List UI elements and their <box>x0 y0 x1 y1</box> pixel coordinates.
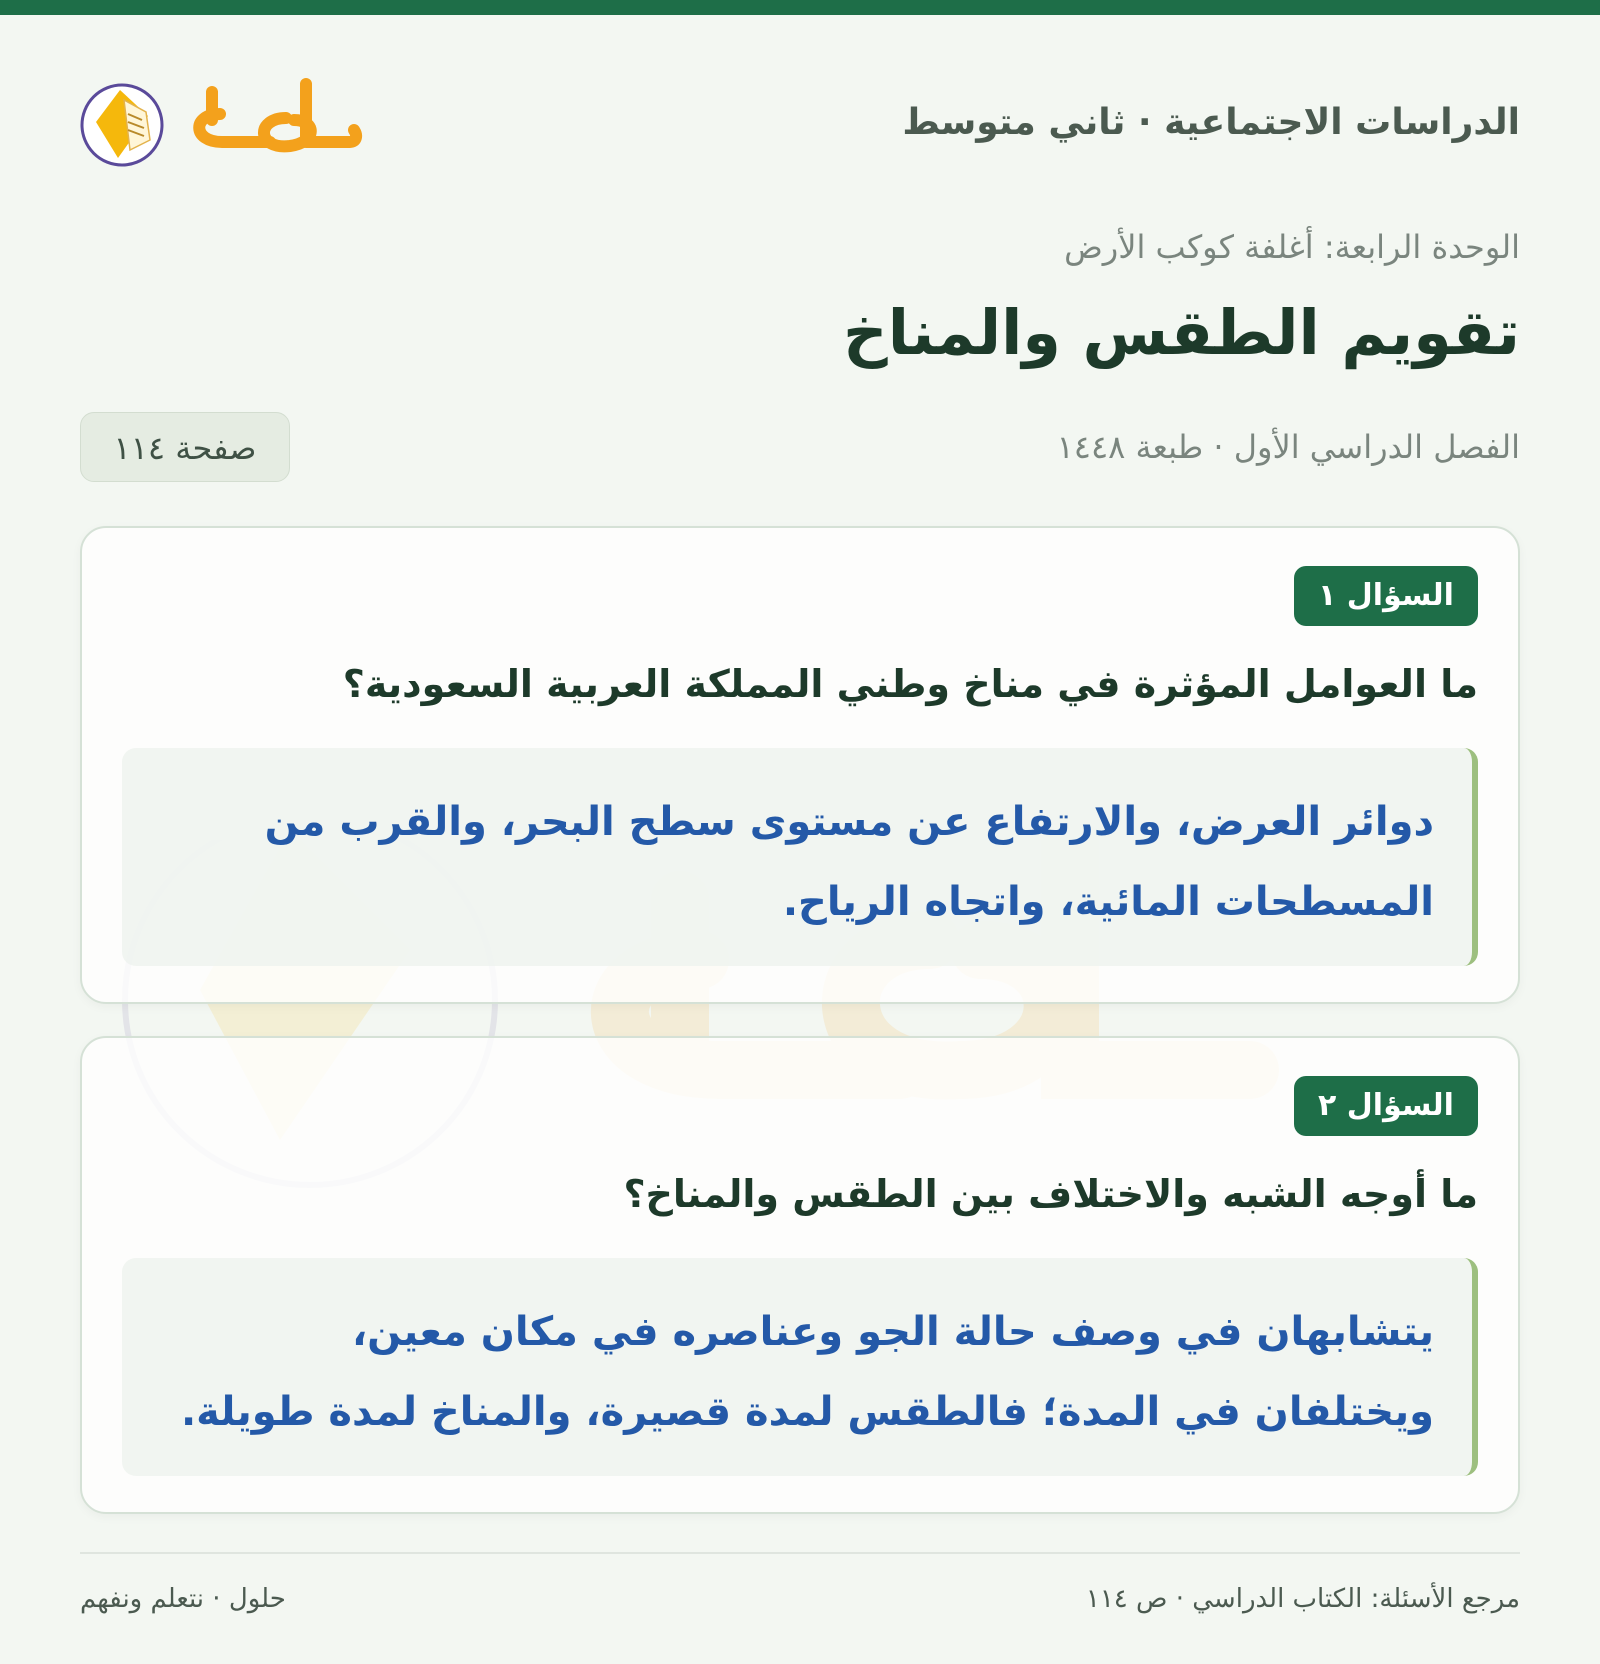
top-accent-bar <box>0 0 1600 15</box>
question-card <box>80 1036 1520 1514</box>
page-header <box>80 70 1520 190</box>
footer-brand: حلول · نتعلم ونفهم <box>80 1584 286 1614</box>
question-label-badge: السؤال ١ <box>1294 566 1478 626</box>
hulul-logo[interactable] <box>80 70 370 180</box>
unit-title: الوحدة الرابعة: أغلفة كوكب الأرض <box>1064 228 1520 266</box>
term-edition: الفصل الدراسي الأول · طبعة ١٤٤٨ <box>1056 428 1520 466</box>
subject-grade-title: الدراسات الاجتماعية · ثاني متوسط <box>902 102 1520 143</box>
answer-box: دوائر العرض، والارتفاع عن مستوى سطح البحر، والقرب من المسطحات المائية، واتجاه الرياح. <box>122 748 1478 966</box>
lesson-title: تقويم الطقس والمناخ <box>843 296 1520 369</box>
question-label-badge: السؤال ٢ <box>1294 1076 1478 1136</box>
question-card <box>80 526 1520 1004</box>
footer-reference: مرجع الأسئلة: الكتاب الدراسي · ص ١١٤ <box>1085 1584 1520 1614</box>
question-text: ما أوجه الشبه والاختلاف بين الطقس والمناخ؟ <box>623 1172 1478 1216</box>
question-text: ما العوامل المؤثرة في مناخ وطني المملكة العربية السعودية؟ <box>342 662 1478 706</box>
page-number-badge: صفحة ١١٤ <box>80 412 290 482</box>
footer-divider <box>80 1552 1520 1554</box>
answer-box: يتشابهان في وصف حالة الجو وعناصره في مكان معين، ويختلفان في المدة؛ فالطقس لمدة قصيرة، والمناخ لمدة طويلة. <box>122 1258 1478 1476</box>
